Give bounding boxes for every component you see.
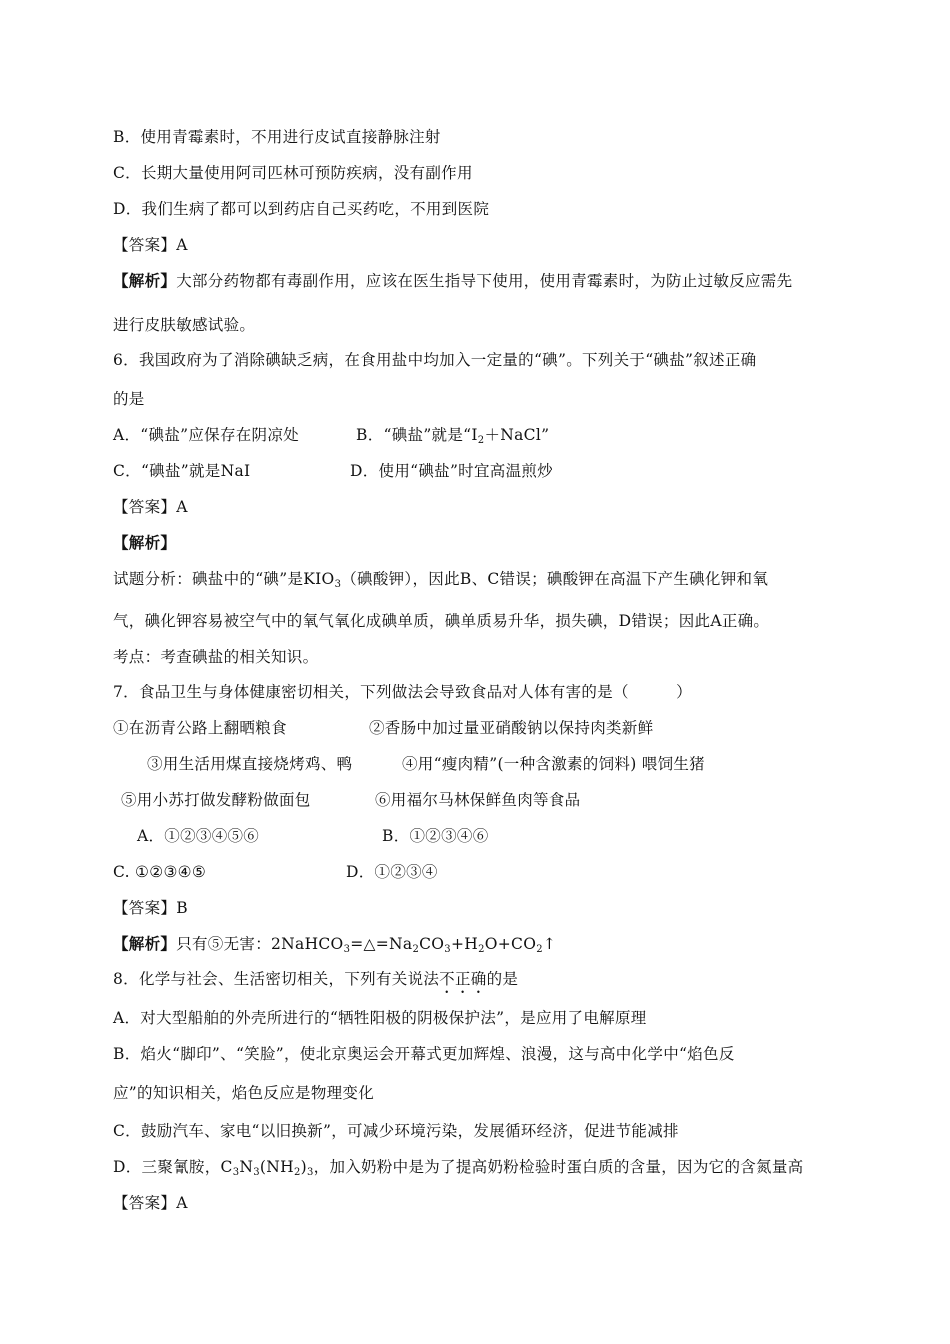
text: 试题分析：碘盐中的“碘”是KIO: [113, 570, 335, 588]
item-2: ②香肠中加过量亚硝酸钠以保持肉类新鲜: [369, 719, 654, 737]
analysis-label: 【解析】: [113, 271, 177, 290]
option-c: C．“碘盐”就是NaI: [113, 462, 251, 480]
option-b-q8-cont: [113, 1083, 374, 1103]
items-34-q7: [147, 754, 705, 774]
text: 7．食品卫生与身体健康密切相关，下列做法会导致食品对人体有害的是（ ）: [113, 683, 692, 701]
option-c-q5: [113, 163, 473, 183]
key-point-q6: [113, 647, 318, 667]
text: (NH: [259, 1158, 294, 1176]
subscript: 3: [253, 1167, 260, 1178]
text: 【解析】: [113, 533, 177, 552]
text: 8．化学与社会、生活密切相关，下列有关说法: [113, 970, 440, 988]
items-56-q7: [121, 790, 581, 810]
options-ab-q6: [113, 425, 550, 446]
subscript: 2: [536, 944, 543, 955]
subscript: 3: [232, 1167, 240, 1178]
answer-q8: [113, 1193, 188, 1213]
text: C．鼓励汽车、家电“以旧换新”，可减少环境污染，发展循环经济，促进节能减排: [113, 1122, 679, 1140]
option-a: A．“碘盐”应保存在阴凉处: [113, 426, 299, 444]
text: 只有⑤无害：2NaHCO: [176, 935, 344, 953]
option-d-q8: [113, 1157, 803, 1183]
text: 【答案】A: [113, 498, 188, 516]
text: +H: [450, 935, 479, 953]
analysis-label-q6: [113, 533, 176, 553]
option-c-q8: [113, 1121, 679, 1141]
text: A．对大型船舶的外壳所进行的“牺牲阳极的阴极保护法”，是应用了电解原理: [113, 1009, 647, 1027]
text: 的是: [486, 970, 519, 988]
text: CO: [419, 935, 445, 953]
text: D．我们生病了都可以到药店自己买药吃，不用到医院: [113, 200, 490, 218]
item-4: ④用“瘦肉精”(一种含激素的饲料) 喂饲生猪: [402, 755, 705, 773]
analysis-q6: [113, 569, 768, 595]
subscript: 2: [412, 944, 420, 955]
question-7: [113, 682, 692, 702]
option-b-q8: [113, 1044, 735, 1064]
text: 考点：考查碘盐的相关知识。: [113, 648, 319, 666]
text: C．长期大量使用阿司匹林可预防疾病，没有副作用: [113, 164, 473, 182]
text: ↑: [542, 935, 557, 953]
item-3: ③用生活用煤直接烧烤鸡、鸭: [147, 755, 353, 773]
text: （碘酸钾），因此B、C错误；碘酸钾在高温下产生碘化钾和氧: [341, 570, 769, 588]
text: 气，碘化钾容易被空气中的氧气氧化成碘单质，碘单质易升华，损失碘，D错误；因此A正确。: [113, 612, 770, 630]
emphasized-text: 不正确: [439, 970, 487, 988]
text: 6．我国政府为了消除碘缺乏病，在食用盐中均加入一定量的“碘”。下列关于“碘盐”叙述正确: [113, 351, 757, 369]
analysis-q5-cont: [113, 315, 255, 335]
item-5: ⑤用小苏打做发酵粉做面包: [121, 791, 311, 809]
items-12-q7: [113, 718, 654, 738]
text: 【答案】B: [113, 899, 188, 917]
subscript: 2: [477, 435, 485, 446]
text: D．三聚氰胺，C: [113, 1158, 233, 1176]
text: 应”的知识相关，焰色反应是物理变化: [113, 1084, 375, 1102]
answer-q6: [113, 497, 188, 517]
analysis-q7: [113, 934, 556, 960]
option-b-q5: [113, 127, 441, 147]
subscript: 2: [293, 1167, 301, 1178]
subscript: 3: [343, 944, 351, 955]
question-6: [113, 350, 756, 370]
option-a: A．①②③④⑤⑥: [137, 827, 260, 845]
text: 【答案】A: [113, 1194, 188, 1212]
question-6-cont: [113, 389, 145, 409]
text: B．“碘盐”就是“I: [356, 426, 478, 444]
text: ＋NaCl”: [484, 426, 550, 444]
text: O+CO: [484, 935, 537, 953]
option-d: D．使用“碘盐”时宜高温煎炒: [350, 462, 553, 480]
text: B．使用青霉素时，不用进行皮试直接静脉注射: [113, 128, 441, 146]
options-ab-q7: [137, 826, 489, 846]
answer-q7: [113, 898, 188, 918]
option-d: D．①②③④: [346, 863, 438, 881]
text: 的是: [113, 390, 145, 408]
analysis-q6-cont: [113, 611, 769, 631]
text: B．焰火“脚印”、“笑脸”，使北京奥运会开幕式更加辉煌、浪漫，这与高中化学中“焰色反: [113, 1045, 735, 1063]
text: =△=Na: [350, 935, 413, 953]
equation: [176, 935, 556, 953]
text: N: [239, 1158, 254, 1176]
subscript: 3: [444, 944, 451, 955]
text: 进行皮肤敏感试验。: [113, 316, 256, 334]
answer-q5: [113, 235, 188, 255]
question-8: [113, 969, 518, 997]
option-c: C. ①②③④⑤: [113, 863, 207, 881]
text: ): [300, 1158, 307, 1176]
options-cd-q6: [113, 461, 553, 481]
option-d-q5: [113, 199, 489, 219]
text: 【答案】A: [113, 236, 188, 254]
option-a-q8: [113, 1008, 647, 1028]
analysis-q5: [113, 271, 792, 291]
text: ，加入奶粉中是为了提高奶粉检验时蛋白质的含量，因为它的含氮量高: [313, 1158, 804, 1176]
subscript: 3: [306, 1167, 314, 1178]
option-b: [356, 425, 549, 451]
subscript: 3: [334, 579, 342, 590]
item-1: ①在沥青公路上翻晒粮食: [113, 719, 287, 737]
text: 大部分药物都有毒副作用，应该在医生指导下使用，使用青霉素时，为防止过敏反应需先: [176, 272, 793, 290]
item-6: ⑥用福尔马林保鲜鱼肉等食品: [375, 791, 581, 809]
subscript: 2: [478, 944, 485, 955]
option-b: B．①②③④⑥: [382, 827, 489, 845]
options-cd-q7: [113, 862, 438, 882]
analysis-label: 【解析】: [113, 934, 177, 953]
